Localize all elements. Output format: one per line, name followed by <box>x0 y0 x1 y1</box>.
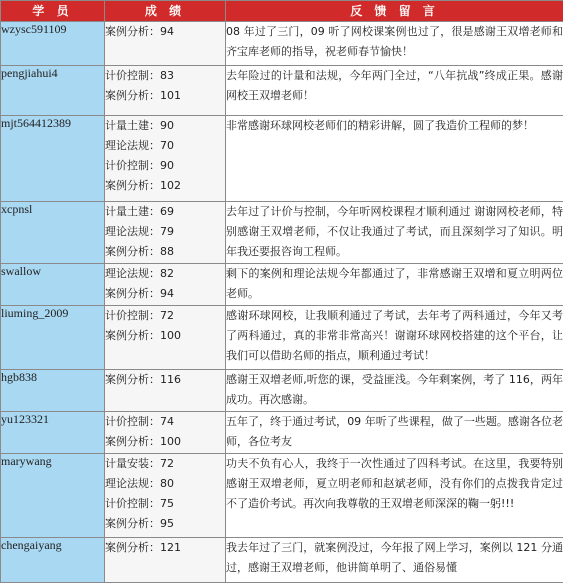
score-line: 案例分析：94 <box>105 284 225 304</box>
feedback-comment: 五年了，终于通过考试，09 年听了些课程，做了一些题。感谢各位老师，各位考友 <box>226 412 563 454</box>
score-line: 计价控制：72 <box>105 306 225 326</box>
student-name: swallow <box>1 264 105 306</box>
score-line: 计价控制：90 <box>105 156 225 176</box>
table-row <box>1 412 563 454</box>
feedback-comment: 我去年过了三门，就案例没过，今年报了网上学习，案例以 121 分通过，感谢王双增老师，他讲简单明了、通俗易懂 <box>226 538 563 583</box>
student-name: yu123321 <box>1 412 105 454</box>
score-line: 案例分析：94 <box>105 22 225 42</box>
table-row <box>1 538 563 583</box>
table-row <box>1 22 563 66</box>
score-line: 计量土建：90 <box>105 116 225 136</box>
score-line: 理论法规：79 <box>105 222 225 242</box>
score-cell <box>105 370 226 412</box>
table-row <box>1 264 563 306</box>
feedback-comment: 去年过了计价与控制，今年听网校课程才顺利通过 谢谢网校老师，特别感谢王双增老师，不仅让我通过了考试，而且深刻学习了知识。明年我还要报咨询工程师。 <box>226 202 563 264</box>
feedback-comment: 非常感谢环球网校老师们的精彩讲解，圆了我造价工程师的梦！ <box>226 116 563 202</box>
student-name: wzysc591109 <box>1 22 105 66</box>
feedback-comment: 感谢环球网校，让我顺利通过了考试，去年考了两科通过，今年又考了两科通过，真的非常非常高兴！谢谢环球网校搭建的这个平台，让我们可以借助名师的指点，顺利通过考试！ <box>226 306 563 370</box>
student-name: chengaiyang <box>1 538 105 583</box>
score-cell <box>105 264 226 306</box>
score-line: 计价控制：75 <box>105 494 225 514</box>
student-name: liuming_2009 <box>1 306 105 370</box>
score-line: 理论法规：70 <box>105 136 225 156</box>
score-line: 案例分析：121 <box>105 538 225 558</box>
student-name: xcpnsl <box>1 202 105 264</box>
header-scores: 成 绩 <box>105 1 226 22</box>
feedback-comment: 剩下的案例和理论法规今年都通过了，非常感谢王双增和夏立明两位老师。 <box>226 264 563 306</box>
score-line: 计量安装：72 <box>105 454 225 474</box>
score-cell <box>105 22 226 66</box>
score-cell <box>105 412 226 454</box>
score-line: 案例分析：102 <box>105 176 225 196</box>
header-feedback: 反 馈 留 言 <box>226 1 563 22</box>
score-line: 案例分析：116 <box>105 370 225 390</box>
score-cell <box>105 66 226 116</box>
table-row <box>1 370 563 412</box>
feedback-comment: 感谢王双增老师,听您的课，受益匪浅。今年剩案例，考了 116，两年成功。再次感谢。 <box>226 370 563 412</box>
feedback-comment: 功夫不负有心人，我终于一次性通过了四科考试。在这里，我要特别感谢王双增老师，夏立明老师和赵斌老师，没有你们的点拨我肯定过不了造价考试。再次向我尊敬的王双增老师深深的鞠一躬!!! <box>226 454 563 538</box>
score-line: 案例分析：100 <box>105 326 225 346</box>
student-name: marywang <box>1 454 105 538</box>
score-line: 计价控制：83 <box>105 66 225 86</box>
table-row <box>1 454 563 538</box>
score-cell <box>105 116 226 202</box>
table-row <box>1 202 563 264</box>
score-line: 案例分析：88 <box>105 242 225 262</box>
score-line: 理论法规：82 <box>105 264 225 284</box>
table-row <box>1 116 563 202</box>
feedback-comment: 去年险过的计量和法规，今年两门全过，“八年抗战”终成正果。感谢网校王双增老师！ <box>226 66 563 116</box>
score-line: 案例分析：100 <box>105 432 225 452</box>
score-line: 案例分析：95 <box>105 514 225 534</box>
student-name: mjt564412389 <box>1 116 105 202</box>
student-name: pengjiahui4 <box>1 66 105 116</box>
student-name: hgb838 <box>1 370 105 412</box>
header-student: 学 员 <box>1 1 105 22</box>
score-cell <box>105 202 226 264</box>
score-cell <box>105 538 226 583</box>
score-line: 计价控制：74 <box>105 412 225 432</box>
table-row <box>1 306 563 370</box>
score-cell <box>105 454 226 538</box>
score-line: 案例分析：101 <box>105 86 225 106</box>
table-row <box>1 66 563 116</box>
header-row <box>1 1 563 22</box>
score-cell <box>105 306 226 370</box>
score-line: 理论法规：80 <box>105 474 225 494</box>
score-line: 计量土建：69 <box>105 202 225 222</box>
feedback-comment: 08 年过了三门，09 听了网校课案例也过了，很是感谢王双增老师和齐宝库老师的指导，祝老师春节愉快！ <box>226 22 563 66</box>
